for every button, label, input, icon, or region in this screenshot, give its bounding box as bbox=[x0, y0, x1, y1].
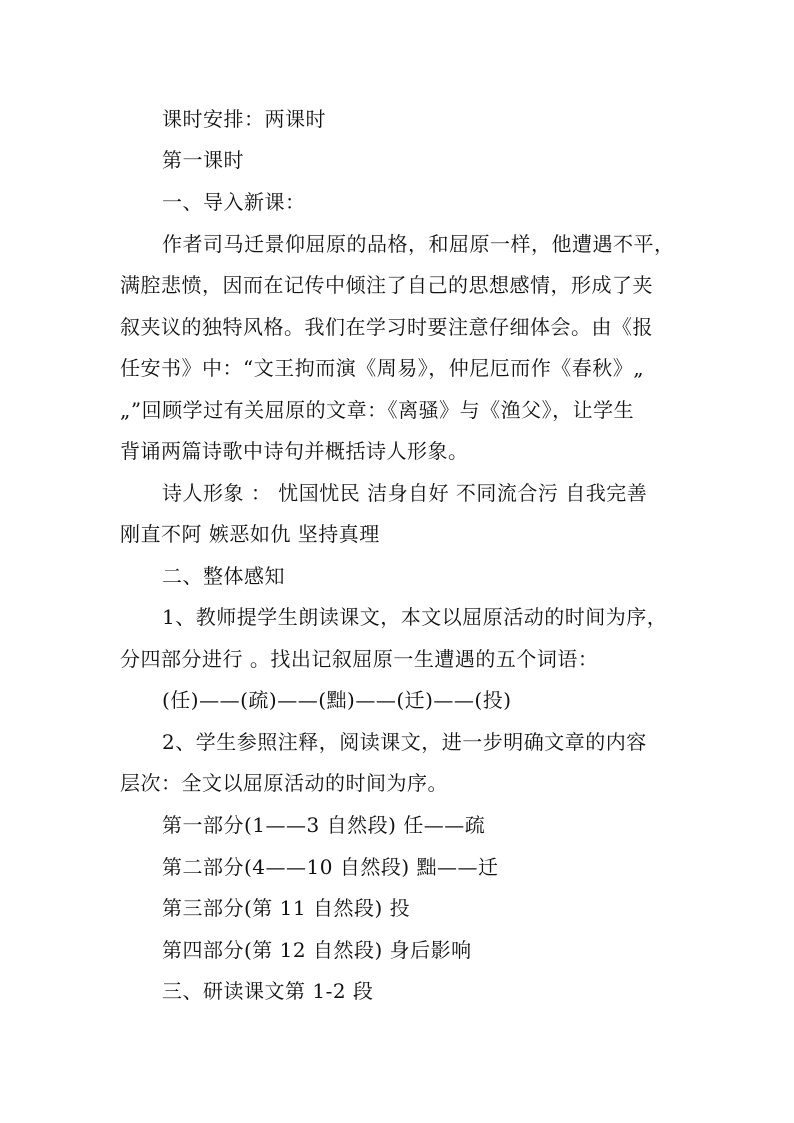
paragraph-line: 背诵两篇诗歌中诗句并概括诗人形象。 bbox=[120, 439, 469, 463]
part-line: 第四部分(第 12 自然段) 身后影响 bbox=[162, 938, 472, 962]
section-heading-overview: 二、整体感知 bbox=[162, 564, 285, 588]
paragraph-line: 任安书》中：“文王拘而演《周易》，仲尼厄而作《春秋》„ bbox=[120, 356, 645, 380]
part-line: 第二部分(4——10 自然段) 黜——迁 bbox=[162, 855, 499, 879]
section-heading-intro: 一、导入新课： bbox=[162, 190, 306, 214]
part-line: 第一部分(1——3 自然段) 任——疏 bbox=[162, 813, 486, 837]
part-line: 第三部分(第 11 自然段) 投 bbox=[162, 896, 411, 920]
keywords-line: (任)——(疏)——(黜)——(迁)——(投) bbox=[162, 688, 512, 712]
paragraph-line: 层次：全文以屈原活动的时间为序。 bbox=[120, 771, 448, 795]
paragraph-line: 1、教师提学生朗读课文，本文以屈原活动的时间为序， bbox=[162, 605, 668, 629]
poet-image-line: 诗人形象 ： 忧国忧民 洁身自好 不同流合污 自我完善 bbox=[162, 481, 648, 505]
section-heading-study: 三、研读课文第 1-2 段 bbox=[162, 979, 374, 1003]
paragraph-line: 2、学生参照注释，阅读课文，进一步明确文章的内容 bbox=[162, 730, 647, 754]
paragraph-line: 叙夹议的独特风格。我们在学习时要注意仔细体会。由《报 bbox=[120, 315, 653, 339]
paragraph-line: 分四部分进行 。找出记叙屈原一生遭遇的五个词语： bbox=[120, 647, 599, 671]
first-lesson-heading: 第一课时 bbox=[162, 148, 244, 172]
paragraph-line: 作者司马迁景仰屈原的品格，和屈原一样，他遭遇不平， bbox=[162, 232, 675, 256]
paragraph-line: 满腔悲愤，因而在记传中倾注了自己的思想感情，形成了夹 bbox=[120, 273, 653, 297]
paragraph-line: „”回顾学过有关屈原的文章：《离骚》与《渔父》，让学生 bbox=[120, 398, 635, 422]
poet-image-line: 刚直不阿 嫉恶如仇 坚持真理 bbox=[120, 522, 380, 546]
schedule-line: 课时安排：两课时 bbox=[162, 107, 326, 131]
